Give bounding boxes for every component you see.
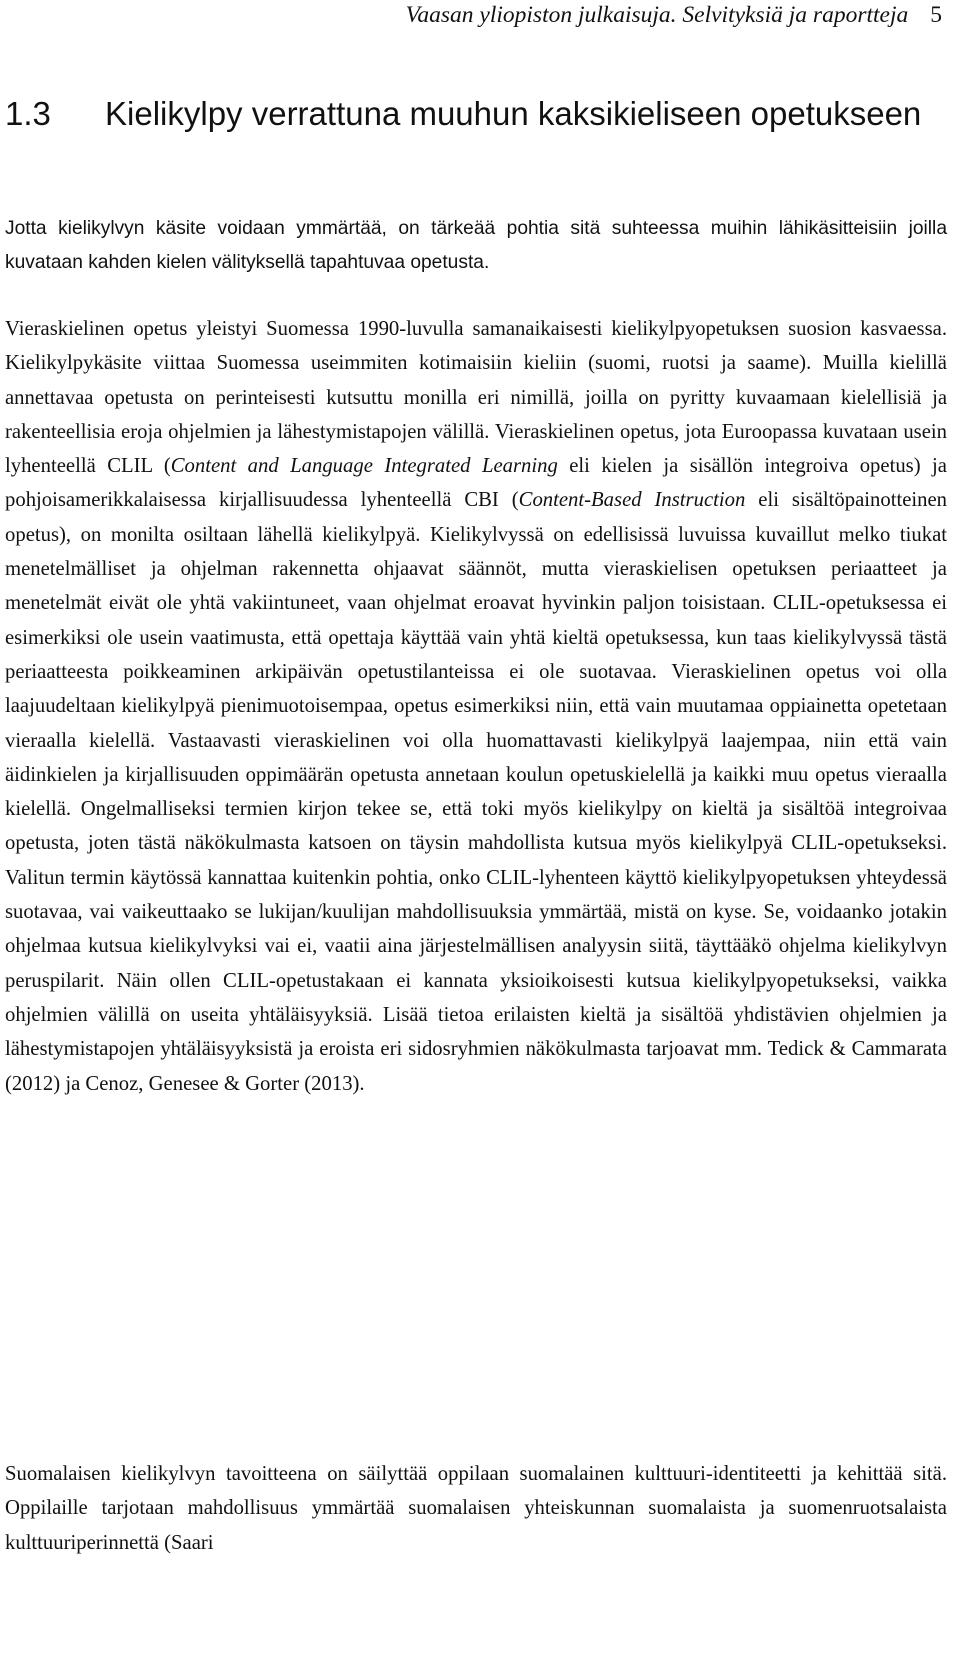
cbi-term: Content-Based Instruction <box>518 489 746 512</box>
paragraph-foreign-language-teaching <box>5 312 947 1101</box>
paragraph-intro: Jotta kielikylvyn käsite voidaan ymmärtää, on tärkeää pohtia sitä suhteessa muihin lähikäsitteisiin joilla kuvataan kahden kielen välityksellä tapahtuvaa opetusta. <box>5 218 947 274</box>
running-header <box>406 0 942 30</box>
section-title: Kielikylpy verrattuna muuhun kaksikieliseen opetukseen <box>105 95 922 132</box>
journal-title: Vaasan yliopiston julkaisuja. Selvityksiä ja raportteja <box>405 2 909 28</box>
clil-term: Content and Language Integrated Learning <box>170 455 558 478</box>
section-number: 1.3 <box>5 95 51 132</box>
paragraph-text: eli kielen ja sisällön integroiva opetus) ja pohjoisamerikkalaisessa kirjallisuudessa lyhenteellä CBI ( <box>5 455 947 512</box>
page-number: 5 <box>930 2 942 28</box>
paragraph-text: Vieraskielinen opetus yleistyi Suomessa 1990-luvulla samanaikaisesti kielikylpyopetuksen suosion kasvaessa. Kielikylpykäsite viittaa Suomessa useimmiten kotimaisiin kieliin (suomi, ruotsi ja saame). Muilla kielillä annettavaa opetusta on perinteisesti kutsuttu monilla eri nimillä, joilla on pyritty kuvaamaan kielellisiä ja rakenteellisia eroja ohjelmien ja lähestymistapojen välillä. Vieraskielinen opetus, jota Euroopassa kuvataan usein lyhenteellä CLIL ( <box>5 318 947 478</box>
paragraph-text: eli sisältöpainotteinen opetus), on monilta osiltaan lähellä kielikylpyä. Kielikylvyssä on edellisissä luvuissa kuvaillut melko tiukat menetelmälliset ja ohjelman rakennetta ohjaavat säännöt, mutta vieraskielisen opetuksen periaatteet ja menetelmät eivät ole yhtä vakiintuneet, vaan ohjelmat eroavat hyvinkin paljon toisistaan. CLIL-opetuksessa ei esimerkiksi ole usein vaatimusta, että opettaja käyttää vain yhtä kieltä opetuksessa, kun taas kielikylvyssä tästä periaatteesta poikkeaminen arkipäivän opetustilanteissa ei ole suotavaa. Vieraskielinen opetus voi olla laajuudeltaan kielikylpyä pienimuotoisempaa, opetus esimerkiksi niin, että vain muutamaa oppiainetta opetetaan vieraalla kielellä. Vastaavasti vieraskielinen voi olla huomattavasti kielikylpyä laajempaa, niin että vain äidinkielen ja kirjallisuuden oppimäärän opetusta annetaan koulun opetuskielellä ja kaikki muu opetus vieraalla kielellä. Ongelmalliseksi termien kirjon tekee se, että toki myös kielikylpy on kieltä ja sisältöä integroivaa opetusta, joten tästä näkökulmasta katsoen on täysin mahdollista kutsua myös kielikylpyä CLIL-opetukseksi. Valitun termin käytössä kannattaa kuitenkin pohtia, onko CLIL-lyhenteen käyttö kielikylpyopetuksen yhteydessä suotavaa, vai vaikeuttaako se lukijan/kuulijan mahdollisuuksia ymmärtää, mistä on kyse. Se, voidaanko jotakin ohjelmaa kutsua kielikylvyksi vai ei, vaatii aina järjestelmällisen analyysin siitä, täyttääkö ohjelma kielikylvyn peruspilarit. Näin ollen CLIL-opetustakaan ei kannata yksioikoisesti kutsua kielikylpyopetukseksi, vaikka ohjelmien välillä on useita yhtäläisyyksiä. Lisää tietoa erilaisten kieltä ja sisältöä yhdistävien ohjelmien ja lähestymistapojen yhtäläisyyksistä ja eroista eri sidosryhmien näkökulmasta tarjoavat mm. Tedick & Cammarata (2012) ja Cenoz, Genesee & Gorter (2013). <box>5 489 947 1095</box>
section-heading <box>5 93 945 135</box>
paragraph-immersion-goal: Suomalaisen kielikylvyn tavoitteena on säilyttää oppilaan suomalainen kulttuuri-identiteetti ja kehittää sitä. Oppilaille tarjotaan mahdollisuus ymmärtää suomalaisen yhteiskunnan suomalaista ja suomenruotsalaista kulttuuriperinnettä (Saari <box>5 1463 947 1554</box>
